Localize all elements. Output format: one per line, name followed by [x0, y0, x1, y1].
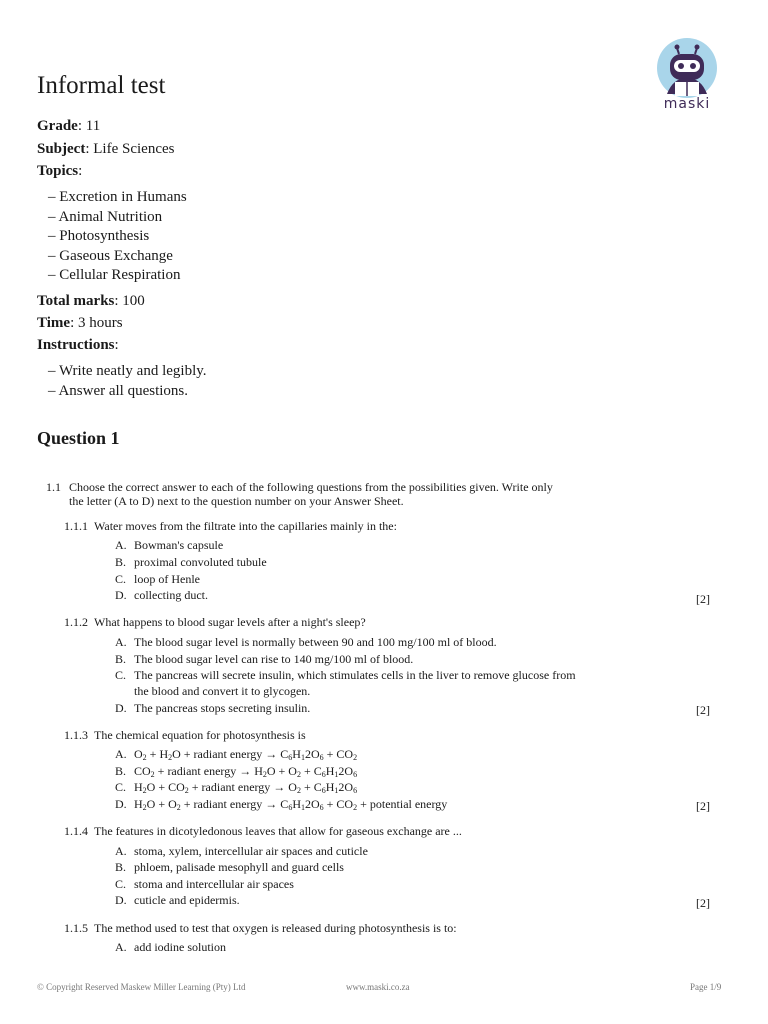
maski-logo — [655, 38, 719, 120]
subject-line: Subject: Life Sciences — [37, 141, 175, 157]
option-c: C. The pancreas will secrete insulin, which stimulates cells in the liver to remove glucose from — [115, 668, 576, 682]
instructions-label: Instructions: — [37, 337, 119, 353]
option-d: D. The pancreas stops secreting insulin. — [115, 701, 311, 715]
mark-allocation: [2] — [696, 703, 710, 717]
list-item: – Excretion in Humans — [48, 188, 187, 208]
question-intro: Choose the correct answer to each of the following questions from the possibilities given. Write only — [69, 480, 553, 494]
question-item: 1.1.5 The method used to test that oxygen is released during photosynthesis is to: — [64, 921, 457, 935]
brand-text: maski — [663, 96, 711, 112]
footer-url: www.maski.co.za — [346, 982, 410, 992]
option-a: A. The blood sugar level is normally between 90 and 100 mg/100 ml of blood. — [115, 635, 497, 649]
page-title: Informal test — [37, 72, 166, 99]
footer-copyright: © Copyright Reserved Maskew Miller Learning (Pty) Ltd — [37, 982, 246, 992]
question-heading: Question 1 — [37, 428, 120, 448]
option-d: D. collecting duct. — [115, 588, 208, 602]
list-item: – Photosynthesis — [48, 227, 187, 247]
time-line: Time: 3 hours — [37, 315, 123, 331]
option-a: A. add iodine solution — [115, 940, 226, 954]
list-item: – Answer all questions. — [48, 382, 207, 402]
question-item: 1.1.4 The features in dicotyledonous leaves that allow for gaseous exchange are ... — [64, 824, 462, 838]
option-a: A. $O_2 + H_2O$ + radiant energy → $C_6H_12O_6 + CO_2$ — [115, 747, 358, 762]
mark-allocation: [2] — [696, 799, 710, 813]
list-item: – Gaseous Exchange — [48, 247, 187, 267]
question-intro: the letter (A to D) next to the question number on your Answer Sheet. — [69, 494, 404, 508]
footer-page-number: Page 1/9 — [690, 982, 722, 992]
option-c: C. $H_2O + CO_2$ + radiant energy → $O_2 + C_6H_12O_6$ — [115, 780, 358, 795]
option-b: B. phloem, palisade mesophyll and guard cells — [115, 860, 344, 874]
option-b: B. The blood sugar level can rise to 140 mg/100 ml of blood. — [115, 652, 414, 666]
option-c: C. loop of Henle — [115, 572, 200, 586]
grade-line: Grade: 11 — [37, 118, 101, 134]
question-number: 1.1 — [46, 480, 61, 494]
option-d: D. $H_2O + O_2$ + radiant energy → $C_6H_12O_6 + CO_2$ + potential energy — [115, 797, 448, 812]
marks-line: Total marks: 100 — [37, 293, 145, 309]
list-item: – Cellular Respiration — [48, 266, 187, 286]
option-b: B. $CO_2$ + radiant energy → $H_2O + O_2 + C_6H_12O_6$ — [115, 764, 358, 779]
list-item: – Write neatly and legibly. — [48, 362, 207, 382]
option-b: B. proximal convoluted tubule — [115, 555, 267, 569]
instructions-list — [48, 362, 207, 401]
question-item: 1.1.3 The chemical equation for photosynthesis is — [64, 728, 306, 742]
mark-allocation: [2] — [696, 896, 710, 910]
topics-label: Topics: — [37, 163, 83, 179]
topics-list — [48, 188, 187, 286]
option-d: D. cuticle and epidermis. — [115, 893, 240, 907]
option-c-continued: the blood and convert it to glycogen. — [134, 684, 311, 698]
option-a: A. stoma, xylem, intercellular air spaces and cuticle — [115, 844, 368, 858]
option-c: C. stoma and intercellular air spaces — [115, 877, 294, 891]
list-item: – Animal Nutrition — [48, 208, 187, 228]
question-item: 1.1.2 What happens to blood sugar levels after a night's sleep? — [64, 615, 366, 629]
mark-allocation: [2] — [696, 592, 710, 606]
option-a: A. Bowman's capsule — [115, 538, 224, 552]
question-item: 1.1.1 Water moves from the filtrate into the capillaries mainly in the: — [64, 519, 397, 533]
